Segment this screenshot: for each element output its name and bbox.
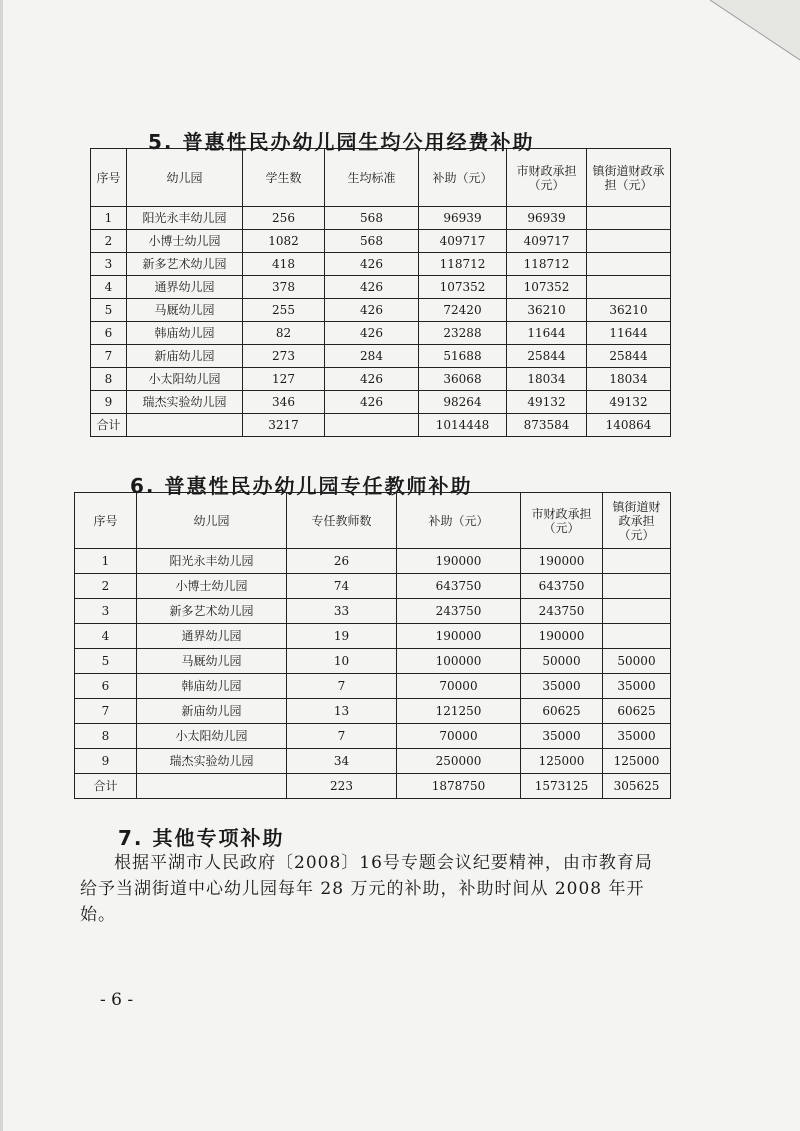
table-cell: 125000 xyxy=(603,749,671,774)
table-cell: 72420 xyxy=(419,299,507,322)
table-cell: 10 xyxy=(287,649,397,674)
table-cell: 3 xyxy=(91,253,127,276)
section6-table xyxy=(74,492,671,799)
total-cell: 3217 xyxy=(243,414,325,437)
table-cell: 190000 xyxy=(397,549,521,574)
table-cell: 107352 xyxy=(419,276,507,299)
kindergarten-name-cell: 小博士幼儿园 xyxy=(127,230,243,253)
table-cell: 25844 xyxy=(587,345,671,368)
table-cell: 6 xyxy=(91,322,127,345)
total-cell: 1014448 xyxy=(419,414,507,437)
table-cell: 643750 xyxy=(521,574,603,599)
table-cell: 125000 xyxy=(521,749,603,774)
page-number: - 6 - xyxy=(100,990,134,1010)
kindergarten-name-cell: 瑞杰实验幼儿园 xyxy=(127,391,243,414)
header-cell: 市财政承担（元） xyxy=(521,493,603,549)
table-cell: 23288 xyxy=(419,322,507,345)
table-cell: 7 xyxy=(75,699,137,724)
section7-paragraph: 根据平湖市人民政府〔2008〕16号专题会议纪要精神，由市教育局给予当湖街道中心幼儿园每年 28 万元的补助，补助时间从 2008 年开始。 xyxy=(80,853,653,925)
table-cell: 243750 xyxy=(521,599,603,624)
table-row xyxy=(75,549,671,574)
table-cell: 4 xyxy=(91,276,127,299)
total-row xyxy=(91,414,671,437)
kindergarten-name-cell: 阳光永丰幼儿园 xyxy=(137,549,287,574)
header-cell: 序号 xyxy=(75,493,137,549)
kindergarten-name-cell: 小太阳幼儿园 xyxy=(127,368,243,391)
section7-body xyxy=(80,850,670,928)
kindergarten-name-cell: 马厩幼儿园 xyxy=(137,649,287,674)
table-cell: 1 xyxy=(75,549,137,574)
total-cell: 873584 xyxy=(507,414,587,437)
table-cell: 346 xyxy=(243,391,325,414)
table-cell: 35000 xyxy=(603,724,671,749)
table-cell: 35000 xyxy=(521,724,603,749)
kindergarten-name-cell: 马厩幼儿园 xyxy=(127,299,243,322)
table-row xyxy=(75,624,671,649)
table-cell: 3 xyxy=(75,599,137,624)
header-cell: 生均标准 xyxy=(325,149,419,207)
table-cell: 190000 xyxy=(521,624,603,649)
table-cell: 190000 xyxy=(397,624,521,649)
table-row xyxy=(75,674,671,699)
header-cell: 镇街道财政承担（元） xyxy=(603,493,671,549)
total-row xyxy=(75,774,671,799)
table-cell: 9 xyxy=(91,391,127,414)
table-cell: 11644 xyxy=(507,322,587,345)
header-cell: 专任教师数 xyxy=(287,493,397,549)
total-cell: 223 xyxy=(287,774,397,799)
table-cell: 7 xyxy=(287,724,397,749)
table-row xyxy=(91,276,671,299)
table-cell: 8 xyxy=(91,368,127,391)
table-cell: 70000 xyxy=(397,674,521,699)
table-cell: 8 xyxy=(75,724,137,749)
section5-header-row xyxy=(91,149,671,207)
table-cell: 100000 xyxy=(397,649,521,674)
table-row xyxy=(91,368,671,391)
table-cell: 19 xyxy=(287,624,397,649)
table-cell xyxy=(603,574,671,599)
table-cell xyxy=(587,230,671,253)
table-cell: 190000 xyxy=(521,549,603,574)
table-row xyxy=(75,599,671,624)
table-cell: 36210 xyxy=(587,299,671,322)
section6-title: 6. 普惠性民办幼儿园专任教师补助 xyxy=(130,474,473,498)
total-label-cell: 合计 xyxy=(75,774,137,799)
table-cell: 7 xyxy=(287,674,397,699)
table-row xyxy=(91,299,671,322)
table-cell: 250000 xyxy=(397,749,521,774)
table-row xyxy=(91,345,671,368)
corner-fold-decoration xyxy=(690,0,800,70)
total-cell: 305625 xyxy=(603,774,671,799)
table-row xyxy=(91,230,671,253)
table-cell: 118712 xyxy=(507,253,587,276)
table-cell: 74 xyxy=(287,574,397,599)
table-cell xyxy=(603,549,671,574)
section5-title: 5. 普惠性民办幼儿园生均公用经费补助 xyxy=(148,130,535,154)
section5-table xyxy=(90,148,671,437)
table-cell xyxy=(603,599,671,624)
table-cell: 36068 xyxy=(419,368,507,391)
table-cell: 1 xyxy=(91,207,127,230)
table-row xyxy=(75,749,671,774)
table-cell: 107352 xyxy=(507,276,587,299)
table-cell: 418 xyxy=(243,253,325,276)
table-cell: 25844 xyxy=(507,345,587,368)
total-cell: 140864 xyxy=(587,414,671,437)
table-cell xyxy=(587,276,671,299)
table-row xyxy=(91,391,671,414)
table-cell: 256 xyxy=(243,207,325,230)
table-cell: 50000 xyxy=(603,649,671,674)
table-row xyxy=(91,207,671,230)
table-cell xyxy=(587,207,671,230)
table-cell: 426 xyxy=(325,368,419,391)
table-cell: 11644 xyxy=(587,322,671,345)
table-cell: 49132 xyxy=(507,391,587,414)
table-cell xyxy=(603,624,671,649)
table-cell: 70000 xyxy=(397,724,521,749)
table-cell: 98264 xyxy=(419,391,507,414)
table-cell: 96939 xyxy=(507,207,587,230)
table-cell: 36210 xyxy=(507,299,587,322)
table-cell xyxy=(587,253,671,276)
table-cell: 6 xyxy=(75,674,137,699)
table-cell: 2 xyxy=(91,230,127,253)
total-cell xyxy=(137,774,287,799)
table-row xyxy=(75,649,671,674)
total-cell xyxy=(325,414,419,437)
table-cell: 35000 xyxy=(603,674,671,699)
header-cell: 幼儿园 xyxy=(127,149,243,207)
section7-title: 7. 其他专项补助 xyxy=(118,826,285,850)
table-cell: 568 xyxy=(325,230,419,253)
table-cell: 4 xyxy=(75,624,137,649)
table-cell: 426 xyxy=(325,322,419,345)
table-row xyxy=(75,724,671,749)
table-cell: 426 xyxy=(325,391,419,414)
table-cell: 127 xyxy=(243,368,325,391)
table-cell: 409717 xyxy=(419,230,507,253)
header-cell: 幼儿园 xyxy=(137,493,287,549)
table-cell: 643750 xyxy=(397,574,521,599)
kindergarten-name-cell: 通界幼儿园 xyxy=(137,624,287,649)
table-row xyxy=(91,322,671,345)
table-cell: 35000 xyxy=(521,674,603,699)
kindergarten-name-cell: 小太阳幼儿园 xyxy=(137,724,287,749)
table-cell: 273 xyxy=(243,345,325,368)
table-cell: 5 xyxy=(91,299,127,322)
table-cell: 60625 xyxy=(521,699,603,724)
kindergarten-name-cell: 通界幼儿园 xyxy=(127,276,243,299)
kindergarten-name-cell: 新庙幼儿园 xyxy=(137,699,287,724)
table-cell: 1082 xyxy=(243,230,325,253)
table-row xyxy=(91,253,671,276)
kindergarten-name-cell: 新多艺术幼儿园 xyxy=(137,599,287,624)
total-cell: 1878750 xyxy=(397,774,521,799)
table-cell: 60625 xyxy=(603,699,671,724)
table-cell: 118712 xyxy=(419,253,507,276)
table-cell: 243750 xyxy=(397,599,521,624)
table-cell: 13 xyxy=(287,699,397,724)
table-cell: 255 xyxy=(243,299,325,322)
kindergarten-name-cell: 新多艺术幼儿园 xyxy=(127,253,243,276)
table-row xyxy=(75,699,671,724)
header-cell: 补助（元） xyxy=(397,493,521,549)
table-cell: 2 xyxy=(75,574,137,599)
header-cell: 补助（元） xyxy=(419,149,507,207)
total-cell xyxy=(127,414,243,437)
header-cell: 市财政承担（元） xyxy=(507,149,587,207)
table-cell: 34 xyxy=(287,749,397,774)
table-cell: 9 xyxy=(75,749,137,774)
table-cell: 50000 xyxy=(521,649,603,674)
table-cell: 121250 xyxy=(397,699,521,724)
table-cell: 18034 xyxy=(587,368,671,391)
total-cell: 1573125 xyxy=(521,774,603,799)
table-cell: 284 xyxy=(325,345,419,368)
table-cell: 378 xyxy=(243,276,325,299)
section6-header-row xyxy=(75,493,671,549)
kindergarten-name-cell: 阳光永丰幼儿园 xyxy=(127,207,243,230)
header-cell: 序号 xyxy=(91,149,127,207)
table-cell: 5 xyxy=(75,649,137,674)
kindergarten-name-cell: 小博士幼儿园 xyxy=(137,574,287,599)
header-cell: 镇街道财政承担（元） xyxy=(587,149,671,207)
table-row xyxy=(75,574,671,599)
table-cell: 426 xyxy=(325,253,419,276)
table-cell: 49132 xyxy=(587,391,671,414)
total-label-cell: 合计 xyxy=(91,414,127,437)
table-cell: 33 xyxy=(287,599,397,624)
table-cell: 426 xyxy=(325,299,419,322)
table-cell: 7 xyxy=(91,345,127,368)
kindergarten-name-cell: 新庙幼儿园 xyxy=(127,345,243,368)
table-cell: 51688 xyxy=(419,345,507,368)
table-cell: 82 xyxy=(243,322,325,345)
kindergarten-name-cell: 瑞杰实验幼儿园 xyxy=(137,749,287,774)
table-cell: 18034 xyxy=(507,368,587,391)
header-cell: 学生数 xyxy=(243,149,325,207)
kindergarten-name-cell: 韩庙幼儿园 xyxy=(137,674,287,699)
table-cell: 26 xyxy=(287,549,397,574)
table-cell: 409717 xyxy=(507,230,587,253)
table-cell: 96939 xyxy=(419,207,507,230)
kindergarten-name-cell: 韩庙幼儿园 xyxy=(127,322,243,345)
table-cell: 426 xyxy=(325,276,419,299)
table-cell: 568 xyxy=(325,207,419,230)
